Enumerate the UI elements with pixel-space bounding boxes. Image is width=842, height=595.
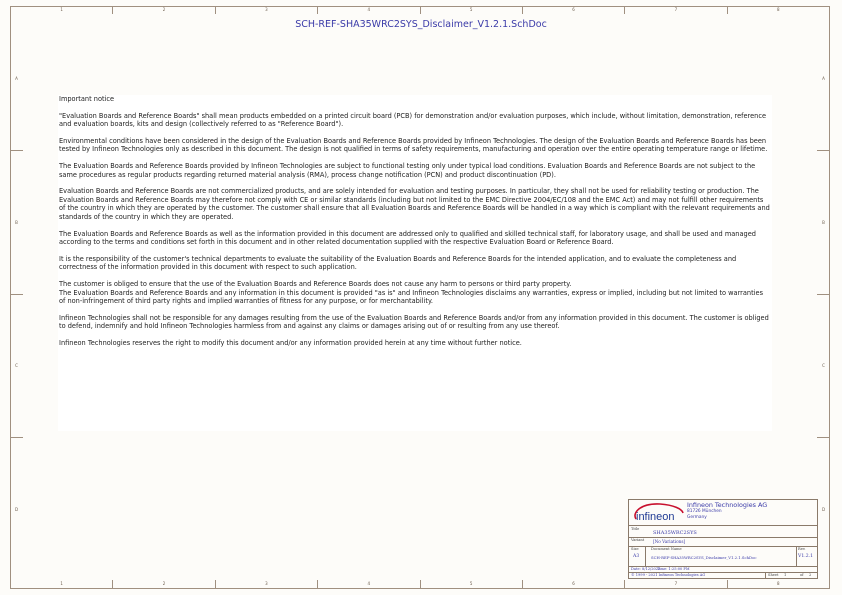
disclaimer-notice (58, 95, 772, 431)
zone-col-8: 8 (777, 7, 780, 12)
top-zone-ruler (11, 6, 829, 14)
size-value: A3 (633, 554, 640, 559)
document-name-label: Document Name (651, 547, 682, 551)
zone-row-b: B (817, 151, 830, 295)
company-info (687, 501, 767, 521)
divider (765, 572, 766, 579)
zone-col-3: 3 (216, 580, 318, 588)
zone-row-b: B (10, 151, 23, 295)
notice-paragraph: It is the responsibility of the customer's technical departments to evaluate the suitability of the Evaluation Boards and Reference Boards for the intended application, and to evaluate the completeness and correctness of the information provided in this document with respect to such application. (59, 254, 737, 272)
infineon-logo-icon (630, 501, 685, 525)
zone-col-4: 4 (318, 6, 420, 14)
zone-col-3: 3 (216, 6, 318, 14)
copyright-text: © 1999 - 2021 Infineon Technologies AG (631, 573, 706, 577)
zone-col-7: 7 (625, 580, 727, 588)
company-address-line1: 81726 München (687, 509, 722, 514)
notice-paragraph: "Evaluation Boards and Reference Boards" shall mean products embedded on a printed circuit board (PCB) for demonstration and/or evaluation purposes, which include, without limitation, demonstration, reference and evaluation boards, kits and design (collectively referred to as "Reference Board"). (59, 111, 766, 129)
zone-col-4: 4 (318, 580, 420, 588)
notice-paragraph: The Evaluation Boards and Reference Boards as well as the information provided in this document are addressed only to qualified and skilled technical staff, for laboratory usage, and shall be used and managed according to the terms and conditions set forth in this document and in other related documentation supplied with the respective Evaluation Board or Reference Board. (59, 229, 756, 247)
size-label: Size (631, 547, 639, 551)
zone-col-2: 2 (113, 6, 215, 14)
notice-heading: Important notice (59, 95, 115, 103)
zone-row-c: C (817, 295, 830, 439)
notice-paragraph: Evaluation Boards and Reference Boards are not commercialized products, and are solely intended for evaluation and testing purposes. In particular, they shall not be used for reliability testing or production. The Evaluation Boards and Reference Boards may therefore not comply with CE or similar standards (including but not limited to the EMC Directive 2004/EC/108 and the EMC Act) and may not fulfill other requirements of the country in which they are operated by the customer. The customer shall ensure that all Evaluation Boards and Reference Boards will be handled in a way which is compliant with the relevant requirements and standards of the country in which they are operated. (59, 187, 770, 221)
sheet-total: 2 (809, 573, 812, 577)
revision-label: Rev. (798, 547, 806, 551)
zone-row-a: A (10, 7, 23, 151)
zone-col-8: 8 (777, 581, 780, 586)
sheet-label: Sheet (768, 573, 779, 577)
of-label: of (800, 573, 804, 577)
zone-col-1: 1 (11, 580, 113, 588)
zone-row-d: D (14, 507, 19, 513)
bottom-zone-ruler (11, 580, 829, 588)
right-zone-ruler (817, 7, 830, 581)
divider (796, 546, 797, 566)
zone-col-6: 6 (523, 580, 625, 588)
zone-row-c: C (10, 295, 23, 439)
divider (645, 546, 646, 566)
variant-label: Variant (631, 538, 645, 542)
variant-value: [No Variations] (653, 539, 686, 544)
zone-row-d: D (821, 507, 826, 513)
notice-paragraph: Infineon Technologies reserves the right to modify this document and/or any information provided herein at any time without further notice. (59, 338, 522, 347)
zone-col-6: 6 (523, 6, 625, 14)
revision-value: V1.2.1 (798, 554, 814, 559)
time-text: Time: 1:25:00 PM (657, 567, 690, 571)
company-name: Infineon Technologies AG (687, 501, 768, 509)
title-block (628, 499, 818, 579)
zone-col-5: 5 (421, 580, 523, 588)
notice-paragraph: Environmental conditions have been considered in the design of the Evaluation Boards and Reference Boards provided by Infineon Technologies. The design of the Evaluation Boards and Reference Boards has been tested by Infineon Technologies only as described in this document. The design is not qualified in terms of safety requirements, manufacturing and operation over the entire operating temperature range or lifetime. (59, 136, 768, 154)
date-text: Date: 8/12/2023 (631, 567, 661, 571)
logo-wordmark: infineon (636, 511, 675, 523)
sheet-number: 1 (784, 573, 787, 577)
title-label: Title (631, 527, 640, 531)
notice-paragraph: The Evaluation Boards and Reference Boards provided by Infineon Technologies are subject to functional testing only under typical load conditions. Evaluation Boards and Reference Boards are not subject to the same procedures as regular products regarding returned material analysis (RMA), process change notification (PCN) and product discontinuation (PD). (59, 161, 756, 179)
company-address-line2: Germany (687, 515, 707, 520)
zone-row-a: A (817, 7, 830, 151)
document-title: SCH-REF-SHA35WRC2SYS_Disclaimer_V1.2.1.SchDoc (295, 19, 547, 30)
title-value: SHA35WRC2SYS (653, 530, 697, 536)
divider (629, 525, 817, 526)
zone-col-7: 7 (625, 6, 727, 14)
notice-paragraph: The customer is obliged to ensure that the use of the Evaluation Boards and Reference Boards does not cause any harm to persons or third party property. The Evaluation Boards and Reference Boards and any information in this document is provided "as is" and Infineon Technologies disclaims any warranties, express or implied, including but not limited to warranties of non-infringement of third party rights and implied warranties of fitness for any purpose, or for merchantability. (59, 279, 764, 306)
zone-col-2: 2 (113, 580, 215, 588)
zone-col-5: 5 (421, 6, 523, 14)
notice-paragraph: Infineon Technologies shall not be responsible for any damages resulting from the use of the Evaluation Boards and Reference Boards and/or from any information provided in this document. The customer is obliged to defend, indemnify and hold Infineon Technologies harmless from and against any claims or damages arising out of or resulting from any use thereof. (59, 313, 769, 331)
document-name-value: SCH-REF-SHA35WRC2SYS_Disclaimer_V1.2.1.SchDoc (651, 555, 757, 560)
left-zone-ruler (10, 7, 23, 581)
divider (629, 537, 817, 538)
zone-col-1: 1 (11, 6, 113, 14)
